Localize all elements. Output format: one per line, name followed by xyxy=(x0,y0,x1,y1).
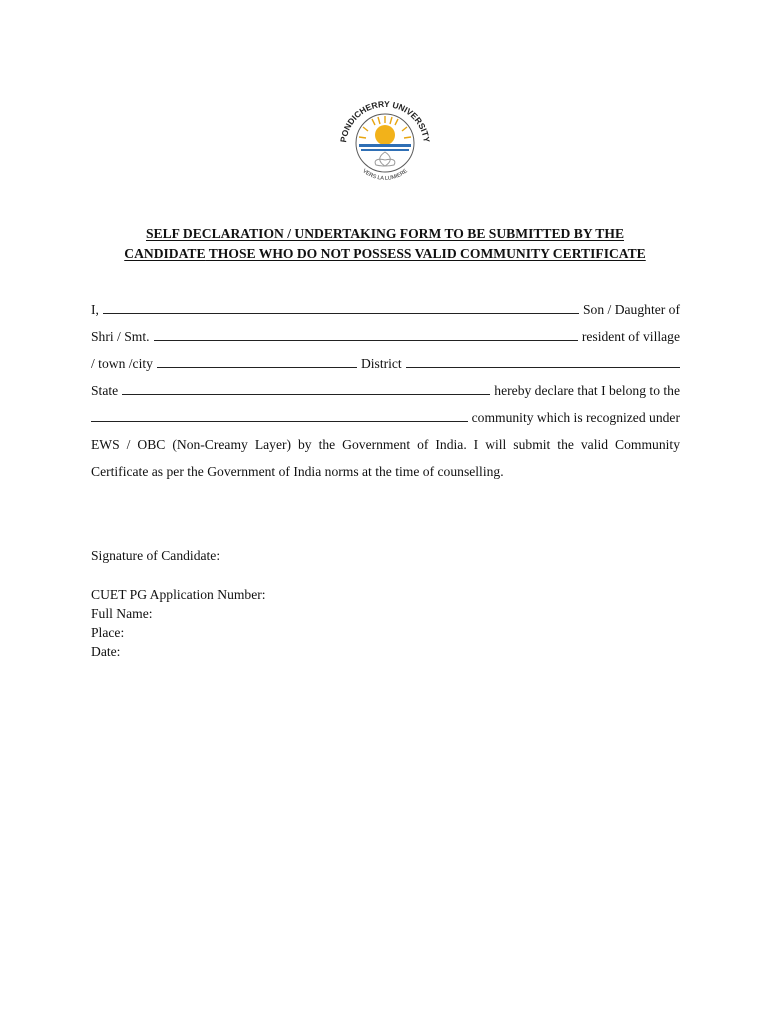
title-line-1: SELF DECLARATION / UNDERTAKING FORM TO BE SUBMITTED BY THE xyxy=(145,226,625,241)
candidate-details xyxy=(91,585,266,661)
name-blank[interactable] xyxy=(103,299,579,314)
declaration-body xyxy=(91,296,680,485)
body-line-state: State hereby declare that I belong to the xyxy=(91,377,680,404)
body-line-name: I, Son / Daughter of xyxy=(91,296,680,323)
district-blank[interactable] xyxy=(406,353,680,368)
parent-name-blank[interactable] xyxy=(154,326,578,341)
svg-text:PONDICHERRY UNIVERSITY: PONDICHERRY UNIVERSITY xyxy=(338,98,432,144)
community-blank[interactable] xyxy=(91,407,468,422)
body-line-certificate: Certificate as per the Government of India norms at the time of counselling. xyxy=(91,464,504,479)
body-line-parent: Shri / Smt. resident of village xyxy=(91,323,680,350)
full-name-label: Full Name: xyxy=(91,606,153,621)
body-line-town: / town /city District xyxy=(91,350,680,377)
body-line-community: community which is recognized under xyxy=(91,404,680,431)
state-blank[interactable] xyxy=(122,380,490,395)
title-line-2: CANDIDATE THOSE WHO DO NOT POSSESS VALID COMMUNITY CERTIFICATE xyxy=(124,246,646,261)
form-title xyxy=(60,224,710,264)
svg-text:VERS LA LUMIERE: VERS LA LUMIERE xyxy=(361,168,409,182)
application-number-label: CUET PG Application Number: xyxy=(91,587,266,602)
body-line-ews: EWS / OBC (Non-Creamy Layer) by the Government of India. I will submit the valid Community xyxy=(91,437,680,452)
university-seal-logo xyxy=(332,90,438,196)
town-blank[interactable] xyxy=(157,353,357,368)
date-label: Date: xyxy=(91,644,121,659)
place-label: Place: xyxy=(91,625,125,640)
signature-label: Signature of Candidate: xyxy=(91,548,221,563)
